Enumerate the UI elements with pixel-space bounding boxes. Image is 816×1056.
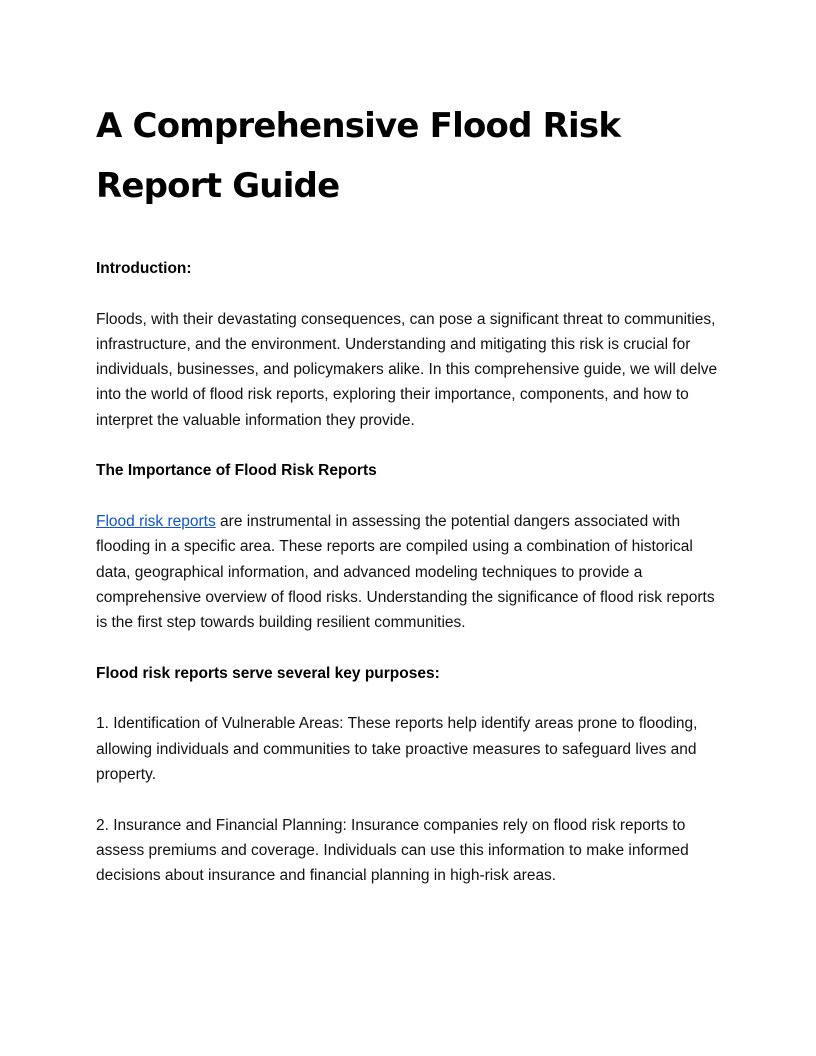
spacer xyxy=(96,484,722,509)
introduction-paragraph: Floods, with their devastating consequences, can pose a significant threat to communities, infrastructure, and the environment. Understanding and mitigating this risk is crucial for individuals, businesses, and policymakers alike. In this comprehensive guide, we will delve into the world of flood risk reports, exploring their importance, components, and how to interpret the valuable information they provide. xyxy=(96,310,718,429)
spacer xyxy=(96,433,722,458)
spacer xyxy=(96,635,722,660)
importance-paragraph-text: are instrumental in assessing the potential dangers associated with flooding in a specific area. These reports are compiled using a combination of historical data, geographical information, and advanced modeling techniques to provide a comprehensive overview of flood risks. Understanding the significance of flood risk reports is the first step towards building resilient communities. xyxy=(96,512,715,632)
purpose-item-2: 2. Insurance and Financial Planning: Insurance companies rely on flood risk reports to assess premiums and coverage. Individuals can use this information to make informed decisions about insurance and financial planning in high-risk areas. xyxy=(96,816,689,885)
importance-heading: The Importance of Flood Risk Reports xyxy=(96,462,377,480)
purpose-item-1: 1. Identification of Vulnerable Areas: These reports help identify areas prone to flooding, allowing individuals and communities to take proactive measures to safeguard lives and property. xyxy=(96,715,698,783)
purposes-heading: Flood risk reports serve several key purposes: xyxy=(96,664,440,682)
spacer xyxy=(96,787,722,812)
introduction-heading: Introduction: xyxy=(96,260,192,277)
spacer xyxy=(96,686,722,711)
spacer xyxy=(96,281,722,306)
flood-risk-reports-link[interactable]: Flood risk reports xyxy=(96,512,216,530)
document-title: A Comprehensive Flood Risk Report Guide xyxy=(96,106,621,206)
document-page xyxy=(96,96,722,888)
importance-paragraph xyxy=(96,509,722,635)
